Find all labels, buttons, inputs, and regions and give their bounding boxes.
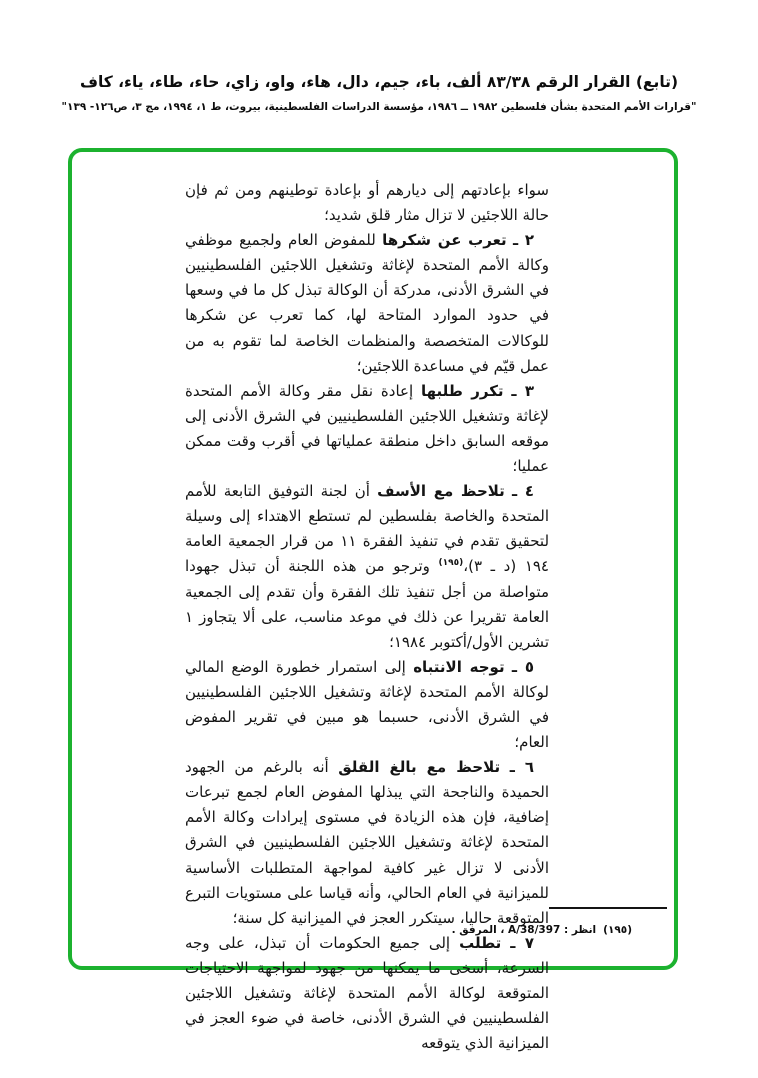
resolution-paragraph-6 [185,755,549,931]
footnote-reference: (١٩٥) [438,558,464,569]
paragraph-number: ٢ ـ [512,231,534,250]
paragraph-lead: تلاحظ مع الأسف [377,482,505,501]
footnote-separator [549,907,667,909]
paragraph-number: ٥ ـ [511,657,534,676]
resolution-paragraph-2 [185,228,549,379]
paragraph-text: إلى جميع الحكومات أن تبذل، على وجه السرعة، أسخى ما يمكنها من جهود لمواجهة الاحتياجات المتوقعة لوكالة الأمم المتحدة لإغاثة وتشغيل اللاجئين الفلسطينيين في الشرق الأدنى، خاصة في ضوء العجز في الميزانية الذي يتوقعه [185,933,549,1053]
paragraph-lead: تعرب عن شكرها [382,231,507,250]
paragraph-lead: تكرر طلبها [421,381,504,400]
footnote-text: انظر : A/38/397 ، المرفق . [451,924,597,936]
page-header [0,0,758,113]
paragraph-text: أنه بالرغم من الجهود الحميدة والناجحة التي يبذلها المفوض العام لجمع تبرعات إضافية، فإن هذه الزيادة في مستوى إيرادات وكالة الأمم المتحدة لإغاثة وتشغيل اللاجئين الفلسطينيين في الشرق الأدنى لا تزال غير كافية لمواجهة المتطلبات الأساسية للميزانية في العام الحالي، وأنه قياسا على مستويات التبرع المتوقعة حاليا، سيتكرر العجز في الميزانية كل سنة؛ [185,758,549,927]
resolution-paragraph-7 [185,931,549,1056]
continuation-paragraph: سواء بإعادتهم إلى ديارهم أو بإعادة توطينهم ومن ثم فإن حالة اللاجئين لا تزال مثار قلق شديد؛ [185,181,549,225]
paragraph-lead: تطلب [459,933,502,952]
footnote [452,924,632,936]
paragraph-text-continued: وترجو من هذه اللجنة أن تبذل جهودا متواصلة من أجل تنفيذ تلك الفقرة وأن تقدم إلى الجمعية العامة تقريرا عن ذلك في موعد مناسب، على ألا يتجاوز ١ تشرين الأول/أكتوبر ١٩٨٤؛ [185,557,549,651]
footnote-marker: (١٩٥) [603,924,632,936]
paragraph-number: ٤ ـ [512,482,534,501]
paragraph-number: ٧ ـ [510,933,534,952]
paragraph-number: ٣ ـ [511,381,535,400]
resolution-paragraph-5 [185,655,549,755]
resolution-paragraph-3 [185,379,549,479]
paragraph-text: إعادة نقل مقر وكالة الأمم المتحدة لإغاثة وتشغيل اللاجئين الفلسطينيين في الشرق الأدنى إلى موقعه السابق داخل منطقة عملياتها في أقرب وقت ممكن عمليا؛ [185,381,549,476]
paragraph-text: للمفوض العام ولجميع موظفي وكالة الأمم المتحدة لإغاثة وتشغيل اللاجئين الفلسطينيين في الشرق الأدنى، مدركة أن الوكالة تبذل كل ما في وسعها في حدود الموارد المتاحة لها، كما تعرب عن شكرها للوكالات المتخصصة والمنظمات الخاصة لما تقوم به من عمل قيّم في مساعدة اللاجئين؛ [185,231,549,375]
content-frame [68,148,678,1053]
resolution-paragraph-4 [185,479,549,655]
resolution-title: (تابع) القرار الرقم ٨٣/٣٨ ألف، باء، جيم، دال، هاء، واو، زاي، حاء، طاء، ياء، كاف [79,73,679,91]
paragraph-text: أن لجنة التوفيق التابعة للأمم المتحدة والخاصة بفلسطين لم تستطع الاهتداء إلى وسيلة لتحقيق تقدم في تنفيذ الفقرة ١١ من قرار الجمعية العامة ١٩٤ (د ـ ٣)، [185,482,550,576]
paragraph-text: إلى استمرار خطورة الوضع المالي لوكالة الأمم المتحدة لإغاثة وتشغيل اللاجئين الفلسطينيين في الشرق الأدنى، حسبما هو مبين في تقرير المفوض العام؛ [185,657,549,752]
source-citation: "قرارات الأمم المتحدة بشأن فلسطين ١٩٨٢ ــ ١٩٨٦، مؤسسة الدراسات الفلسطينية، بيروت، ط ١، ١٩٩٤، مج ٣، ص١٢٦- ١٣٩" [61,101,697,113]
paragraph-number: ٦ ـ [509,758,534,777]
paragraph-lead: تلاحظ مع بالغ القلق [338,758,501,777]
paragraph-lead: توجه الانتباه [413,657,505,676]
